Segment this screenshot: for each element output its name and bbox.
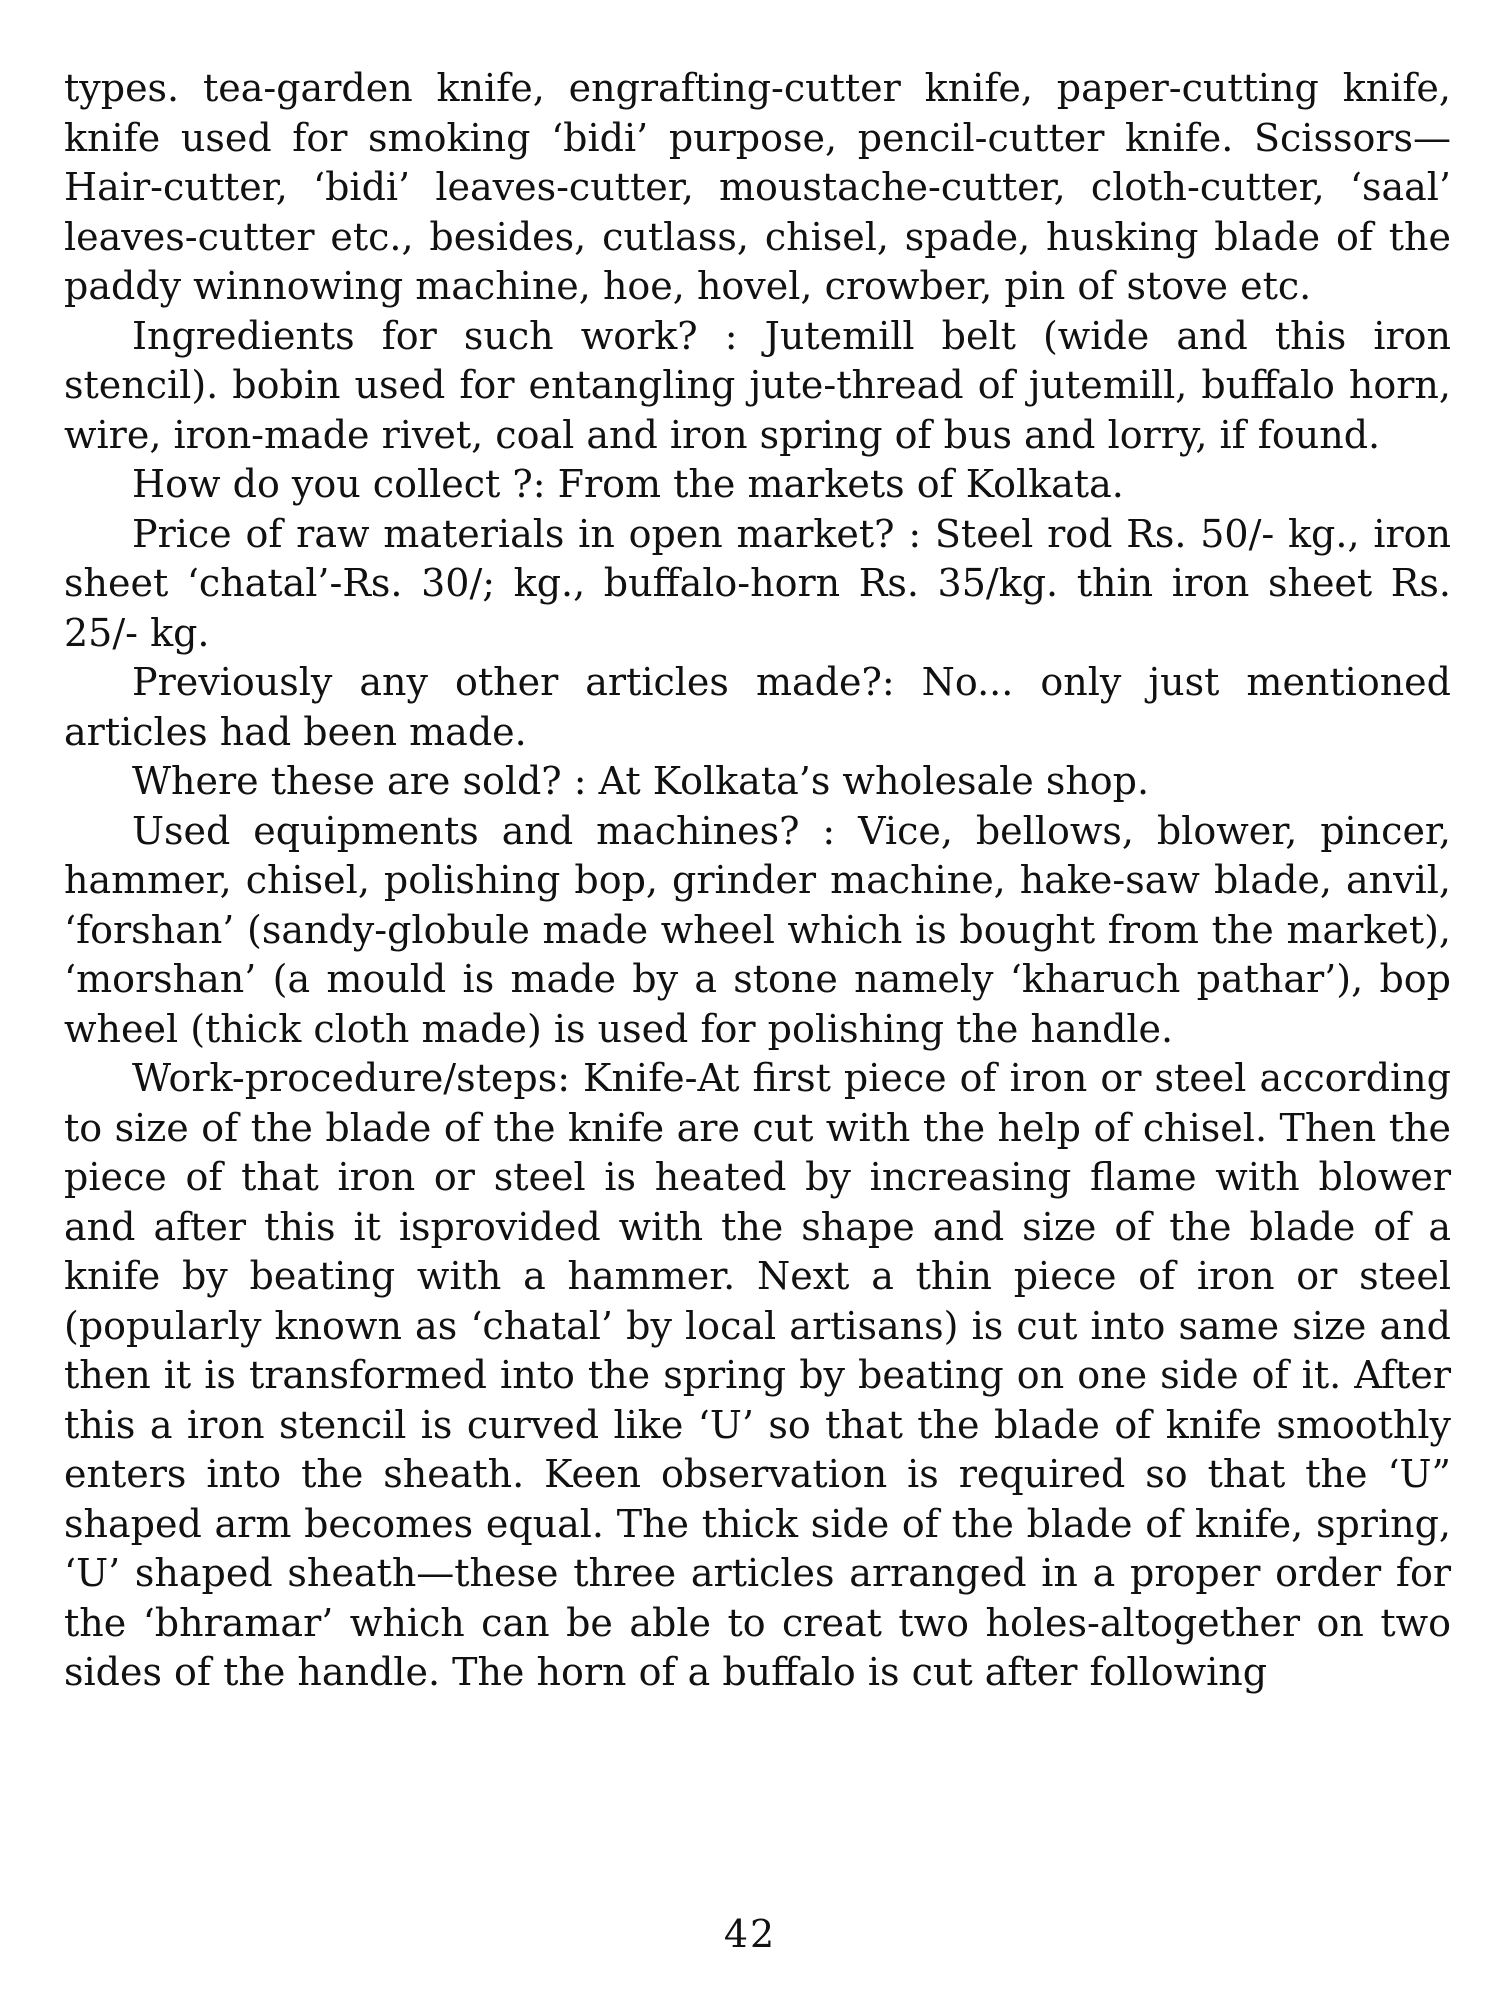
paragraph-previous-articles: Previously any other articles made?: No... only just mentioned articles had been made.	[64, 660, 1451, 754]
paragraph-raw-material-prices: Price of raw materials in open market? : Steel rod Rs. 50/- kg., iron sheet ‘chatal’-Rs. 30/; kg., buffalo-horn Rs. 35/kg. thin iron sheet Rs. 25/- kg.	[64, 511, 1451, 655]
paragraph-tool-types: types. tea-garden knife, engrafting-cutter knife, paper-cutting knife, knife used for smoking ‘bidi’ purpose, pencil-cutter knife. Scissors—Hair-cutter, ‘bidi’ leaves-cutter, moustache-cutter, cloth-cutter, ‘saal’ leaves-cutter etc., besides, cutlass, chisel, spade, husking blade of the paddy winnowing machine, hoe, hovel, crowber, pin of stove etc.	[64, 66, 1451, 308]
paragraph-ingredients: Ingredients for such work? : Jutemill belt (wide and this iron stencil). bobin used for entangling jute-thread of jutemill, buffalo horn, wire, iron-made rivet, coal and iron spring of bus and lorry, if found.	[64, 313, 1451, 457]
paragraph-equipment: Used equipments and machines? : Vice, bellows, blower, pincer, hammer, chisel, polishing bop, grinder machine, hake-saw blade, anvil, ‘forshan’ (sandy-globule made wheel which is bought from the market), ‘morshan’ (a mould is made by a stone namely ‘kharuch pathar’), bop wheel (thick cloth made) is used for polishing the handle.	[64, 808, 1451, 1051]
paragraph-work-procedure: Work-procedure/steps: Knife-At first piece of iron or steel according to size of the blade of the knife are cut with the help of chisel. Then the piece of that iron or steel is heated by increasing flame with blower and after this it isprovided with the shape and size of the blade of a knife by beating with a hammer. Next a thin piece of iron or steel (popularly known as ‘chatal’ by local artisans) is cut into same size and then it is transformed into the spring by beating on one side of it. After this a iron stencil is curved like ‘U’ so that the blade of knife smoothly enters into the sheath. Keen observation is required so that the ‘U” shaped arm becomes equal. The thick side of the blade of knife, spring, ‘U’ shaped sheath—these three articles arranged in a proper order for the ‘bhramar’ which can be able to creat two holes-altogether on two sides of the handle. The horn of a buffalo is cut after following	[64, 1056, 1451, 1694]
paragraph-collection: How do you collect ?: From the markets of Kolkata.	[132, 462, 1124, 506]
page-number: 42	[723, 1912, 777, 1956]
paragraph-where-sold: Where these are sold? : At Kolkata’s wholesale shop.	[132, 759, 1150, 803]
page-body	[64, 64, 1451, 1944]
